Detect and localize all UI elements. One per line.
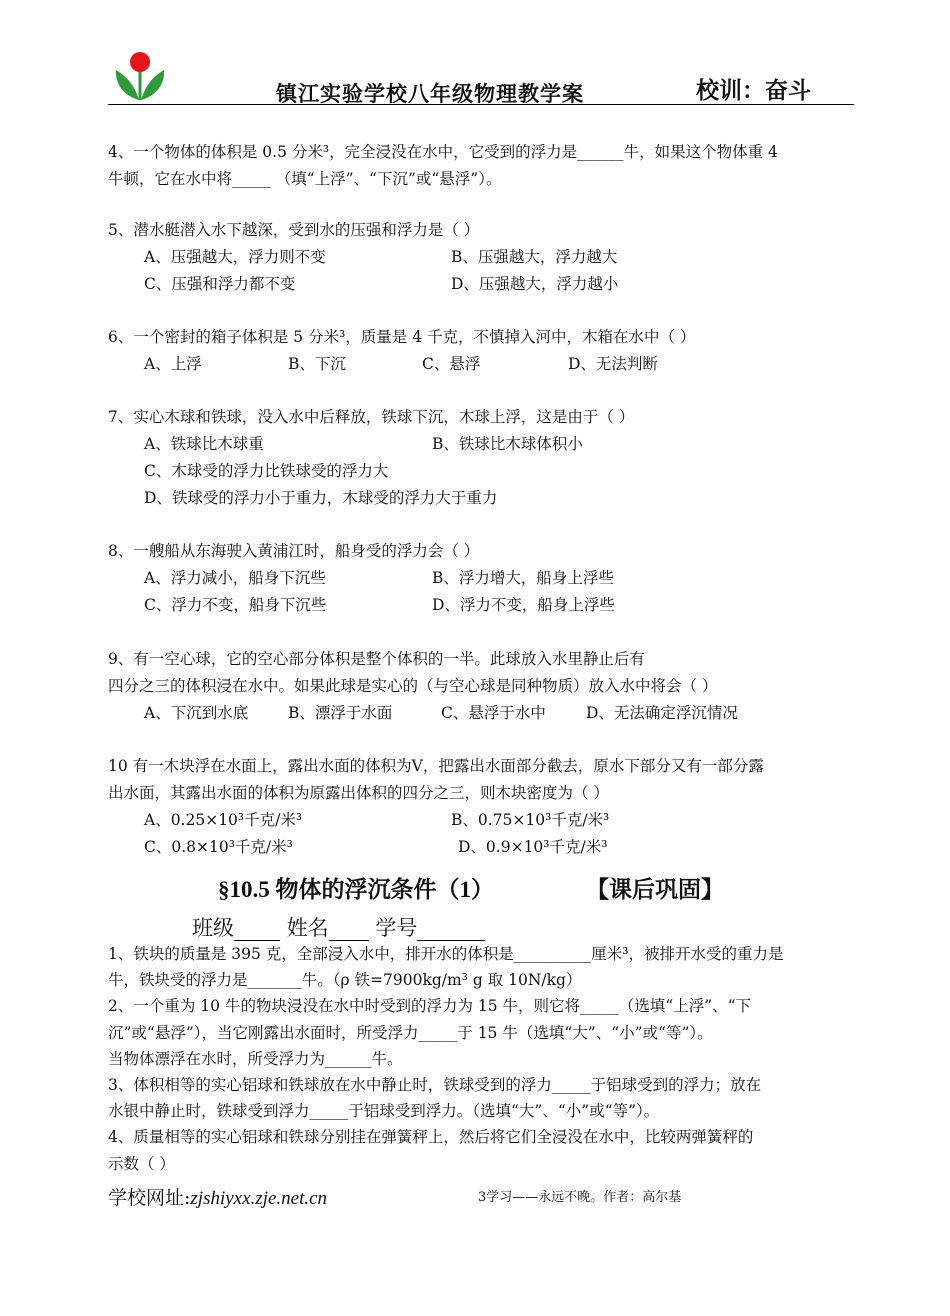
option-d: D、铁球受的浮力小于重力，木球受的浮力大于重力 bbox=[144, 489, 498, 507]
question-line: 5、潜水艇潜入水下越深，受到水的压强和浮力是（ ） bbox=[108, 221, 480, 239]
question-4 bbox=[108, 139, 858, 193]
homework-line: 当物体漂浮在水时，所受浮力为______牛。 bbox=[108, 1049, 403, 1068]
id-blank[interactable] bbox=[417, 916, 485, 941]
question-9 bbox=[108, 646, 858, 727]
question-line: 牛顿，它在水中将_____ （填“上浮”、“下沉”或“悬浮”）。 bbox=[108, 170, 502, 188]
homework-line: 沉”或“悬浮”），当它刚露出水面时，所受浮力_____于 15 牛（选填“大”、“小”或“等”）。 bbox=[108, 1023, 713, 1042]
question-line: 9、有一空心球，它的空心部分体积是整个体积的一半。此球放入水里静止后有 bbox=[108, 650, 645, 668]
homework-line: 示数（ ） bbox=[108, 1154, 175, 1173]
option-c: C、悬浮 bbox=[422, 355, 481, 373]
footer-slogan bbox=[478, 1186, 681, 1205]
option-c: C、悬浮于水中 bbox=[441, 704, 546, 722]
id-label: 学号 bbox=[375, 916, 418, 940]
homework-line: 4、质量相等的实心铝球和铁球分别挂在弹簧秤上，然后将它们全浸没在水中，比较两弹簧秤的 bbox=[108, 1128, 754, 1147]
question-8 bbox=[108, 538, 858, 619]
question-line: 7、实心木球和铁球，没入水中后释放，铁球下沉，木球上浮，这是由于（ ） bbox=[108, 408, 635, 426]
option-c: C、压强和浮力都不变 bbox=[144, 275, 296, 293]
section-tag: 【课后巩固】 bbox=[586, 877, 724, 902]
school-logo-icon bbox=[112, 50, 168, 102]
option-d: D、无法判断 bbox=[568, 355, 658, 373]
name-label: 姓名 bbox=[286, 916, 329, 940]
question-line: 出水面，其露出水面的体积为原露出体积的四分之三，则木块密度为（ ） bbox=[108, 784, 609, 802]
question-line: 8、一艘船从东海驶入黄浦江时，船身受的浮力会（ ） bbox=[108, 542, 480, 560]
question-line: 四分之三的体积浸在水中。如果此球是实心的（与空心球是同种物质）放入水中将会（ ） bbox=[108, 677, 718, 695]
class-blank[interactable] bbox=[234, 916, 280, 941]
option-b: B、0.75×10³千克/米³ bbox=[451, 811, 610, 829]
question-6 bbox=[108, 324, 858, 378]
homework-line: 1、铁块的质量是 395 克，全部浸入水中，排开水的体积是__________厘米³，被排开水受的重力是 bbox=[108, 945, 784, 963]
school-title: 镇江实验学校八年级物理教学案 bbox=[276, 81, 584, 106]
option-a: A、下沉到水底 bbox=[144, 704, 249, 722]
question-line: 4、一个物体的体积是 0.5 分米³，完全浸没在水中，它受到的浮力是______牛，如果这个物体重 4 bbox=[108, 143, 778, 161]
question-5 bbox=[108, 217, 858, 298]
option-d: D、0.9×10³千克/米³ bbox=[458, 838, 608, 856]
option-a: A、0.25×10³千克/米³ bbox=[144, 811, 303, 829]
student-info-line bbox=[192, 912, 485, 942]
option-a: A、压强越大，浮力则不变 bbox=[144, 248, 326, 266]
option-a: A、浮力减小，船身下沉些 bbox=[144, 569, 326, 587]
question-10 bbox=[108, 753, 858, 861]
option-b: B、浮力增大，船身上浮些 bbox=[432, 569, 614, 587]
question-7 bbox=[108, 404, 858, 512]
option-b: B、下沉 bbox=[288, 355, 346, 373]
footer-website bbox=[108, 1183, 327, 1210]
option-c: C、浮力不变，船身下沉些 bbox=[144, 596, 327, 614]
option-d: D、浮力不变，船身上浮些 bbox=[432, 596, 615, 614]
school-motto: 校训：奋斗 bbox=[696, 77, 811, 104]
homework-line: 3、体积相等的实心铝球和铁球放在水中静止时，铁球受到的浮力_____于铝球受到的浮力；放在 bbox=[108, 1076, 762, 1095]
page-number: 3 bbox=[478, 1190, 487, 1205]
question-line: 10 有一木块浮在水面上，露出水面的体积为V，把露出水面部分截去，原水下部分又有一部分露 bbox=[108, 757, 764, 775]
option-c: C、0.8×10³千克/米³ bbox=[144, 838, 293, 856]
homework-line: 水银中静止时，铁球受到浮力_____于铝球受到浮力。（选填“大”、“小”或“等”）。 bbox=[108, 1102, 660, 1121]
option-d: D、压强越大，浮力越小 bbox=[451, 275, 619, 293]
question-line: 6、一个密封的箱子体积是 5 分米³，质量是 4 千克，不慎掉入河中，木箱在水中（ ） bbox=[108, 328, 696, 346]
option-b: B、漂浮于水面 bbox=[288, 704, 393, 722]
homework-line: 2、一个重为 10 牛的物块浸没在水中时受到的浮力为 15 牛，则它将_____（选填“上浮”、“下 bbox=[108, 997, 752, 1016]
name-blank[interactable] bbox=[329, 916, 369, 941]
option-b: B、铁球比木球体积小 bbox=[432, 435, 583, 453]
section-heading: §10.5 物体的浮沉条件（1） bbox=[218, 877, 494, 902]
website-label: 学校网址: bbox=[108, 1187, 191, 1209]
option-b: B、压强越大，浮力越大 bbox=[451, 248, 618, 266]
website-url[interactable]: zjshiyxx.zje.net.cn bbox=[190, 1188, 328, 1209]
slogan-text: 学习——永远不晚。作者：高尔基 bbox=[486, 1190, 682, 1205]
homework-line: 牛，铁块受的浮力是_______牛。（ρ 铁=7900kg/m³ g 取 10N/kg） bbox=[108, 971, 582, 990]
class-label: 班级 bbox=[192, 916, 234, 940]
option-a: A、铁球比木球重 bbox=[144, 435, 264, 453]
header-divider bbox=[108, 104, 854, 105]
homework-block bbox=[108, 941, 856, 1177]
option-c: C、木球受的浮力比铁球受的浮力大 bbox=[144, 462, 389, 480]
option-d: D、无法确定浮沉情况 bbox=[586, 704, 738, 722]
option-a: A、上浮 bbox=[144, 355, 202, 373]
